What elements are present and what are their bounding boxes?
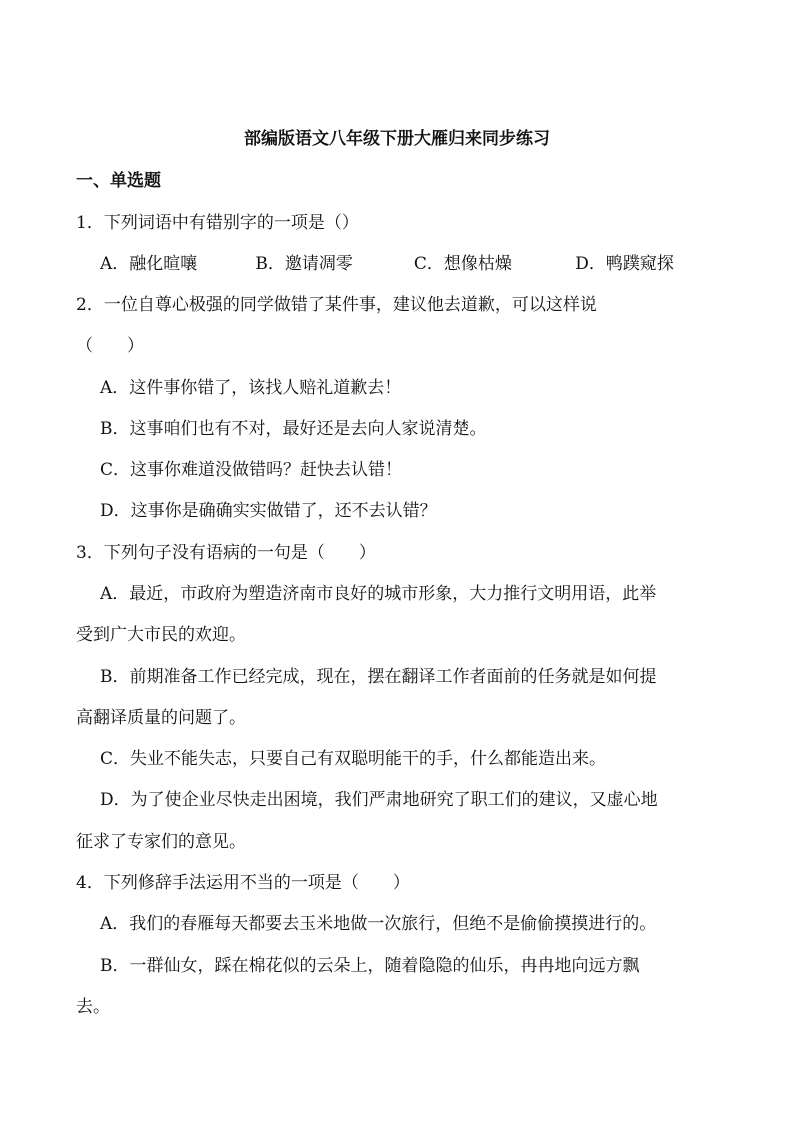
question-4-option-b-line1: B．一群仙女，踩在棉花似的云朵上，随着隐隐的仙乐，冉冉地向远方飘 [100,956,640,976]
question-3-option-a-line1: A．最近，市政府为塑造济南市良好的城市形象，大力推行文明用语，此举 [100,584,657,604]
question-2-option-a: A．这件事你错了，该找人赔礼道歉去！ [100,378,402,398]
question-4-option-a: A．我们的春雁每天都要去玉米地做一次旅行，但绝不是偷偷摸摸进行的。 [100,914,657,934]
question-3-stem: 3．下列句子没有语病的一句是（ ） [76,543,376,563]
document-title: 部编版语文八年级下册大雁归来同步练习 [244,129,550,149]
question-1-options [100,253,674,275]
question-2-stem-continued: （ ） [76,336,144,356]
question-4-option-b-line2: 去。 [76,997,110,1017]
question-4-stem: 4．下列修辞手法运用不当的一项是（ ） [76,873,410,893]
question-2-option-c: C．这事你难道没做错吗？赶快去认错！ [100,460,403,480]
question-2-stem: 2．一位自尊心极强的同学做错了某件事，建议他去道歉，可以这样说 [76,295,597,315]
question-3-option-d-line2: 征求了专家们的意见。 [76,832,246,852]
question-1-stem: 1．下列词语中有错别字的一项是（） [76,213,359,233]
question-3-option-d-line1: D．为了使企业尽快走出困境，我们严肃地研究了职工们的建议，又虚心地 [100,790,658,810]
question-3-option-b-line1: B．前期准备工作已经完成，现在，摆在翻译工作者面前的任务就是如何提 [100,667,657,687]
question-2-option-b: B．这事咱们也有不对，最好还是去向人家说清楚。 [100,419,487,439]
question-1-option-a: A．融化暄嚷 [100,254,198,274]
section-heading: 一、单选题 [76,171,161,191]
question-1-option-d: D．鸭蹼窥探 [575,254,674,274]
question-3-option-a-line2: 受到广大市民的欢迎。 [76,625,246,645]
question-1-option-c: C．想像枯燥 [413,254,512,274]
question-2-option-d: D．这事你是确确实实做错了，还不去认错？ [100,501,437,521]
question-3-option-c: C．失业不能失志，只要自己有双聪明能干的手，什么都能造出来。 [100,749,607,769]
question-3-option-b-line2: 高翻译质量的问题了。 [76,708,246,728]
question-1-option-b: B．邀请凋零 [255,254,353,274]
